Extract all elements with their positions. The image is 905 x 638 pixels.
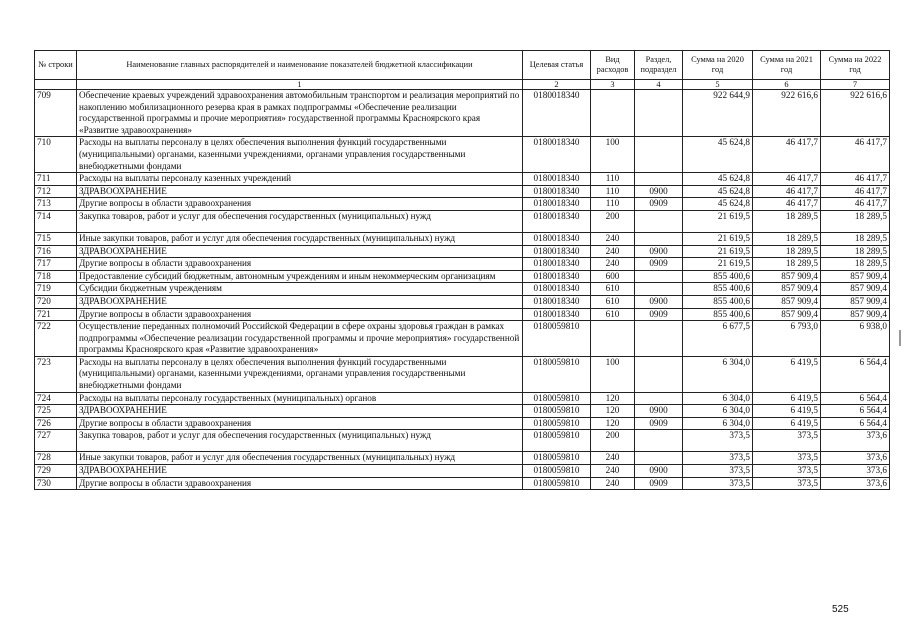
cell-section bbox=[635, 321, 683, 357]
cell-sum-2022: 922 616,6 bbox=[821, 90, 890, 137]
cell-row-number: 719 bbox=[35, 283, 77, 296]
cell-section: 0900 bbox=[635, 185, 683, 198]
cell-section bbox=[635, 452, 683, 465]
cell-sum-2020: 6 304,0 bbox=[683, 356, 753, 392]
cell-target-article: 0180059810 bbox=[523, 430, 591, 452]
table-row bbox=[35, 417, 890, 430]
header-section: Раздел, подраздел bbox=[635, 51, 683, 80]
cell-expense-kind: 610 bbox=[591, 295, 635, 308]
cell-section bbox=[635, 232, 683, 245]
cell-row-number: 713 bbox=[35, 198, 77, 211]
column-index bbox=[35, 80, 77, 90]
cell-expense-kind: 110 bbox=[591, 173, 635, 186]
column-index: 2 bbox=[523, 80, 591, 90]
cell-indicator-name: Иные закупки товаров, работ и услуг для обеспечения государственных (муниципальных) нужд bbox=[77, 232, 523, 245]
cell-target-article: 0180018340 bbox=[523, 137, 591, 173]
cell-sum-2022: 857 909,4 bbox=[821, 270, 890, 283]
cell-sum-2021: 6 419,5 bbox=[753, 392, 821, 405]
cell-row-number: 724 bbox=[35, 392, 77, 405]
cell-section bbox=[635, 283, 683, 296]
cell-row-number: 712 bbox=[35, 185, 77, 198]
cell-section: 0900 bbox=[635, 245, 683, 258]
cell-indicator-name: ЗДРАВООХРАНЕНИЕ bbox=[77, 185, 523, 198]
cell-indicator-name: Осуществление переданных полномочий Российской Федерации в сфере охраны здоровья граждан в рамках подпрограммы «Обеспечение реализации государственной программы и прочие мероприятия» государственной программы Красноярского края «Развитие здравоохранения» bbox=[77, 321, 523, 357]
table-row bbox=[35, 270, 890, 283]
cell-section bbox=[635, 392, 683, 405]
cell-target-article: 0180018340 bbox=[523, 185, 591, 198]
cell-sum-2022: 18 289,5 bbox=[821, 232, 890, 245]
cell-indicator-name: Другие вопросы в области здравоохранения bbox=[77, 417, 523, 430]
cell-sum-2020: 6 677,5 bbox=[683, 321, 753, 357]
cell-sum-2022: 18 289,5 bbox=[821, 245, 890, 258]
cell-sum-2022: 18 289,5 bbox=[821, 210, 890, 232]
cell-indicator-name: Другие вопросы в области здравоохранения bbox=[77, 198, 523, 211]
cell-sum-2021: 373,5 bbox=[753, 452, 821, 465]
cell-row-number: 726 bbox=[35, 417, 77, 430]
cell-row-number: 715 bbox=[35, 232, 77, 245]
cell-sum-2020: 45 624,8 bbox=[683, 185, 753, 198]
cell-expense-kind: 100 bbox=[591, 356, 635, 392]
cell-section bbox=[635, 270, 683, 283]
column-index-row bbox=[35, 80, 890, 90]
cell-target-article: 0180018340 bbox=[523, 90, 591, 137]
cell-expense-kind: 610 bbox=[591, 283, 635, 296]
cell-sum-2021: 18 289,5 bbox=[753, 210, 821, 232]
cell-sum-2020: 922 644,9 bbox=[683, 90, 753, 137]
column-index: 4 bbox=[635, 80, 683, 90]
cell-expense-kind: 120 bbox=[591, 417, 635, 430]
cell-section: 0909 bbox=[635, 417, 683, 430]
cell-sum-2021: 857 909,4 bbox=[753, 283, 821, 296]
table-row bbox=[35, 452, 890, 465]
cell-row-number: 727 bbox=[35, 430, 77, 452]
cell-sum-2020: 6 304,0 bbox=[683, 417, 753, 430]
cell-indicator-name: ЗДРАВООХРАНЕНИЕ bbox=[77, 245, 523, 258]
cell-row-number: 710 bbox=[35, 137, 77, 173]
cell-sum-2021: 6 419,5 bbox=[753, 356, 821, 392]
cell-target-article: 0180018340 bbox=[523, 270, 591, 283]
cell-sum-2020: 855 400,6 bbox=[683, 295, 753, 308]
cell-row-number: 709 bbox=[35, 90, 77, 137]
cell-expense-kind: 240 bbox=[591, 232, 635, 245]
cell-sum-2020: 21 619,5 bbox=[683, 210, 753, 232]
cell-row-number: 723 bbox=[35, 356, 77, 392]
cell-row-number: 728 bbox=[35, 452, 77, 465]
cell-sum-2022: 6 938,0 bbox=[821, 321, 890, 357]
cell-sum-2022: 373,6 bbox=[821, 430, 890, 452]
cell-section: 0909 bbox=[635, 198, 683, 211]
cell-sum-2020: 45 624,8 bbox=[683, 137, 753, 173]
cell-row-number: 711 bbox=[35, 173, 77, 186]
cell-row-number: 729 bbox=[35, 465, 77, 478]
cell-expense-kind: 200 bbox=[591, 210, 635, 232]
cell-section: 0900 bbox=[635, 465, 683, 478]
table-row bbox=[35, 210, 890, 232]
cell-sum-2021: 6 419,5 bbox=[753, 417, 821, 430]
cell-sum-2021: 46 417,7 bbox=[753, 185, 821, 198]
header-sum-2021: Сумма на 2021 год bbox=[753, 51, 821, 80]
cell-sum-2021: 46 417,7 bbox=[753, 137, 821, 173]
cell-row-number: 716 bbox=[35, 245, 77, 258]
cell-section: 0909 bbox=[635, 308, 683, 321]
cell-expense-kind: 240 bbox=[591, 477, 635, 490]
cell-indicator-name: Расходы на выплаты персоналу в целях обеспечения выполнения функций государственными (муниципальными) органами, казенными учреждениями, органами управления государственными внебюджетными фондами bbox=[77, 356, 523, 392]
cell-target-article: 0180018340 bbox=[523, 308, 591, 321]
cell-indicator-name: Обеспечение краевых учреждений здравоохранения автомобильным транспортом и реализация мероприятий по накоплению мобилизационного резерва края в рамках подпрограммы «Обеспечение реализации государственной программы и прочие мероприятия» государственной программы Красноярского края «Развитие здравоохранения» bbox=[77, 90, 523, 137]
cell-expense-kind bbox=[591, 90, 635, 137]
cell-sum-2020: 373,5 bbox=[683, 430, 753, 452]
cell-section bbox=[635, 430, 683, 452]
cell-expense-kind: 120 bbox=[591, 405, 635, 418]
table-row bbox=[35, 232, 890, 245]
cell-sum-2022: 6 564,4 bbox=[821, 356, 890, 392]
cell-sum-2022: 6 564,4 bbox=[821, 405, 890, 418]
cell-indicator-name: Расходы на выплаты персоналу государственных (муниципальных) органов bbox=[77, 392, 523, 405]
cell-target-article: 0180018340 bbox=[523, 210, 591, 232]
cell-sum-2022: 46 417,7 bbox=[821, 137, 890, 173]
cell-sum-2020: 6 304,0 bbox=[683, 392, 753, 405]
cell-indicator-name: ЗДРАВООХРАНЕНИЕ bbox=[77, 405, 523, 418]
table-row bbox=[35, 465, 890, 478]
cell-section: 0909 bbox=[635, 258, 683, 271]
cell-indicator-name: Другие вопросы в области здравоохранения bbox=[77, 258, 523, 271]
cell-sum-2020: 373,5 bbox=[683, 465, 753, 478]
cell-sum-2021: 373,5 bbox=[753, 477, 821, 490]
cell-expense-kind bbox=[591, 321, 635, 357]
cell-section bbox=[635, 90, 683, 137]
cell-expense-kind: 110 bbox=[591, 185, 635, 198]
cell-sum-2021: 857 909,4 bbox=[753, 308, 821, 321]
header-target: Целевая статья bbox=[523, 51, 591, 80]
table-body bbox=[35, 90, 890, 490]
cell-row-number: 721 bbox=[35, 308, 77, 321]
column-index: 7 bbox=[821, 80, 890, 90]
cell-section bbox=[635, 137, 683, 173]
cell-row-number: 730 bbox=[35, 477, 77, 490]
cell-expense-kind: 120 bbox=[591, 392, 635, 405]
cell-sum-2022: 857 909,4 bbox=[821, 308, 890, 321]
cell-section bbox=[635, 356, 683, 392]
header-row bbox=[35, 51, 890, 80]
page-number: 525 bbox=[832, 604, 849, 615]
cell-sum-2020: 6 304,0 bbox=[683, 405, 753, 418]
cell-row-number: 714 bbox=[35, 210, 77, 232]
table-row bbox=[35, 185, 890, 198]
cell-sum-2022: 6 564,4 bbox=[821, 392, 890, 405]
budget-page bbox=[34, 50, 890, 490]
cell-sum-2021: 857 909,4 bbox=[753, 270, 821, 283]
cell-indicator-name: ЗДРАВООХРАНЕНИЕ bbox=[77, 295, 523, 308]
cell-sum-2021: 18 289,5 bbox=[753, 232, 821, 245]
cell-sum-2021: 46 417,7 bbox=[753, 173, 821, 186]
cell-target-article: 0180018340 bbox=[523, 198, 591, 211]
cell-sum-2021: 6 793,0 bbox=[753, 321, 821, 357]
cell-indicator-name: Субсидии бюджетным учреждениям bbox=[77, 283, 523, 296]
cell-expense-kind: 240 bbox=[591, 465, 635, 478]
cell-sum-2020: 855 400,6 bbox=[683, 308, 753, 321]
column-index: 5 bbox=[683, 80, 753, 90]
cell-sum-2021: 46 417,7 bbox=[753, 198, 821, 211]
cell-target-article: 0180059810 bbox=[523, 465, 591, 478]
cell-section: 0900 bbox=[635, 405, 683, 418]
cell-section: 0900 bbox=[635, 295, 683, 308]
cell-sum-2020: 21 619,5 bbox=[683, 232, 753, 245]
cell-section bbox=[635, 173, 683, 186]
cell-row-number: 725 bbox=[35, 405, 77, 418]
header-row-no: № строки bbox=[35, 51, 77, 80]
cell-sum-2020: 45 624,8 bbox=[683, 173, 753, 186]
cell-row-number: 722 bbox=[35, 321, 77, 357]
cell-sum-2021: 373,5 bbox=[753, 465, 821, 478]
cell-expense-kind: 610 bbox=[591, 308, 635, 321]
cell-sum-2020: 21 619,5 bbox=[683, 258, 753, 271]
budget-table bbox=[34, 50, 890, 490]
cell-indicator-name: Расходы на выплаты персоналу в целях обеспечения выполнения функций государственными (муниципальными) органами, казенными учреждениями, органами управления государственными внебюджетными фондами bbox=[77, 137, 523, 173]
cell-expense-kind: 240 bbox=[591, 452, 635, 465]
cell-sum-2022: 6 564,4 bbox=[821, 417, 890, 430]
cell-target-article: 0180059810 bbox=[523, 392, 591, 405]
table-row bbox=[35, 90, 890, 137]
cell-target-article: 0180059810 bbox=[523, 417, 591, 430]
cell-target-article: 0180059810 bbox=[523, 477, 591, 490]
table-row bbox=[35, 173, 890, 186]
cell-sum-2021: 18 289,5 bbox=[753, 245, 821, 258]
cell-sum-2022: 373,6 bbox=[821, 477, 890, 490]
table-row bbox=[35, 356, 890, 392]
cell-sum-2022: 857 909,4 bbox=[821, 295, 890, 308]
cell-target-article: 0180018340 bbox=[523, 295, 591, 308]
cell-sum-2021: 6 419,5 bbox=[753, 405, 821, 418]
cell-sum-2021: 373,5 bbox=[753, 430, 821, 452]
cell-section: 0909 bbox=[635, 477, 683, 490]
cell-indicator-name: Закупка товаров, работ и услуг для обеспечения государственных (муниципальных) нужд bbox=[77, 430, 523, 452]
cell-sum-2022: 373,6 bbox=[821, 465, 890, 478]
cell-target-article: 0180059810 bbox=[523, 356, 591, 392]
cell-expense-kind: 100 bbox=[591, 137, 635, 173]
table-row bbox=[35, 405, 890, 418]
cell-indicator-name: ЗДРАВООХРАНЕНИЕ bbox=[77, 465, 523, 478]
table-row bbox=[35, 283, 890, 296]
cell-sum-2020: 373,5 bbox=[683, 477, 753, 490]
cell-indicator-name: Иные закупки товаров, работ и услуг для обеспечения государственных (муниципальных) нужд bbox=[77, 452, 523, 465]
cell-sum-2020: 373,5 bbox=[683, 452, 753, 465]
cell-sum-2020: 855 400,6 bbox=[683, 270, 753, 283]
header-sum-2022: Сумма на 2022 год bbox=[821, 51, 890, 80]
cell-row-number: 718 bbox=[35, 270, 77, 283]
cell-target-article: 0180018340 bbox=[523, 283, 591, 296]
cell-expense-kind: 600 bbox=[591, 270, 635, 283]
cell-target-article: 0180059810 bbox=[523, 452, 591, 465]
cell-sum-2021: 18 289,5 bbox=[753, 258, 821, 271]
cell-target-article: 0180059810 bbox=[523, 405, 591, 418]
cell-target-article: 0180018340 bbox=[523, 245, 591, 258]
table-row bbox=[35, 295, 890, 308]
cell-section bbox=[635, 210, 683, 232]
cell-target-article: 0180059810 bbox=[523, 321, 591, 357]
page-edge-mark bbox=[899, 330, 901, 346]
table-row bbox=[35, 137, 890, 173]
table-row bbox=[35, 198, 890, 211]
table-row bbox=[35, 308, 890, 321]
cell-sum-2022: 373,6 bbox=[821, 452, 890, 465]
header-kind: Вид расходов bbox=[591, 51, 635, 80]
cell-sum-2020: 855 400,6 bbox=[683, 283, 753, 296]
cell-sum-2022: 18 289,5 bbox=[821, 258, 890, 271]
cell-sum-2022: 46 417,7 bbox=[821, 185, 890, 198]
cell-expense-kind: 240 bbox=[591, 258, 635, 271]
table-row bbox=[35, 321, 890, 357]
cell-row-number: 720 bbox=[35, 295, 77, 308]
cell-row-number: 717 bbox=[35, 258, 77, 271]
cell-sum-2021: 922 616,6 bbox=[753, 90, 821, 137]
cell-expense-kind: 240 bbox=[591, 245, 635, 258]
cell-sum-2021: 857 909,4 bbox=[753, 295, 821, 308]
cell-indicator-name: Другие вопросы в области здравоохранения bbox=[77, 477, 523, 490]
cell-target-article: 0180018340 bbox=[523, 232, 591, 245]
column-index: 1 bbox=[77, 80, 523, 90]
table-row bbox=[35, 258, 890, 271]
column-index: 6 bbox=[753, 80, 821, 90]
cell-target-article: 0180018340 bbox=[523, 173, 591, 186]
cell-sum-2022: 46 417,7 bbox=[821, 198, 890, 211]
cell-expense-kind: 110 bbox=[591, 198, 635, 211]
cell-sum-2022: 857 909,4 bbox=[821, 283, 890, 296]
cell-sum-2020: 45 624,8 bbox=[683, 198, 753, 211]
header-name: Наименование главных распорядителей и наименование показателей бюджетной классификации bbox=[77, 51, 523, 80]
column-index: 3 bbox=[591, 80, 635, 90]
cell-expense-kind: 200 bbox=[591, 430, 635, 452]
header-sum-2020: Сумма на 2020 год bbox=[683, 51, 753, 80]
table-row bbox=[35, 477, 890, 490]
cell-indicator-name: Расходы на выплаты персоналу казенных учреждений bbox=[77, 173, 523, 186]
cell-indicator-name: Другие вопросы в области здравоохранения bbox=[77, 308, 523, 321]
cell-indicator-name: Закупка товаров, работ и услуг для обеспечения государственных (муниципальных) нужд bbox=[77, 210, 523, 232]
table-row bbox=[35, 392, 890, 405]
cell-sum-2022: 46 417,7 bbox=[821, 173, 890, 186]
cell-sum-2020: 21 619,5 bbox=[683, 245, 753, 258]
cell-indicator-name: Предоставление субсидий бюджетным, автономным учреждениям и иным некоммерческим организациям bbox=[77, 270, 523, 283]
cell-target-article: 0180018340 bbox=[523, 258, 591, 271]
table-row bbox=[35, 430, 890, 452]
table-row bbox=[35, 245, 890, 258]
